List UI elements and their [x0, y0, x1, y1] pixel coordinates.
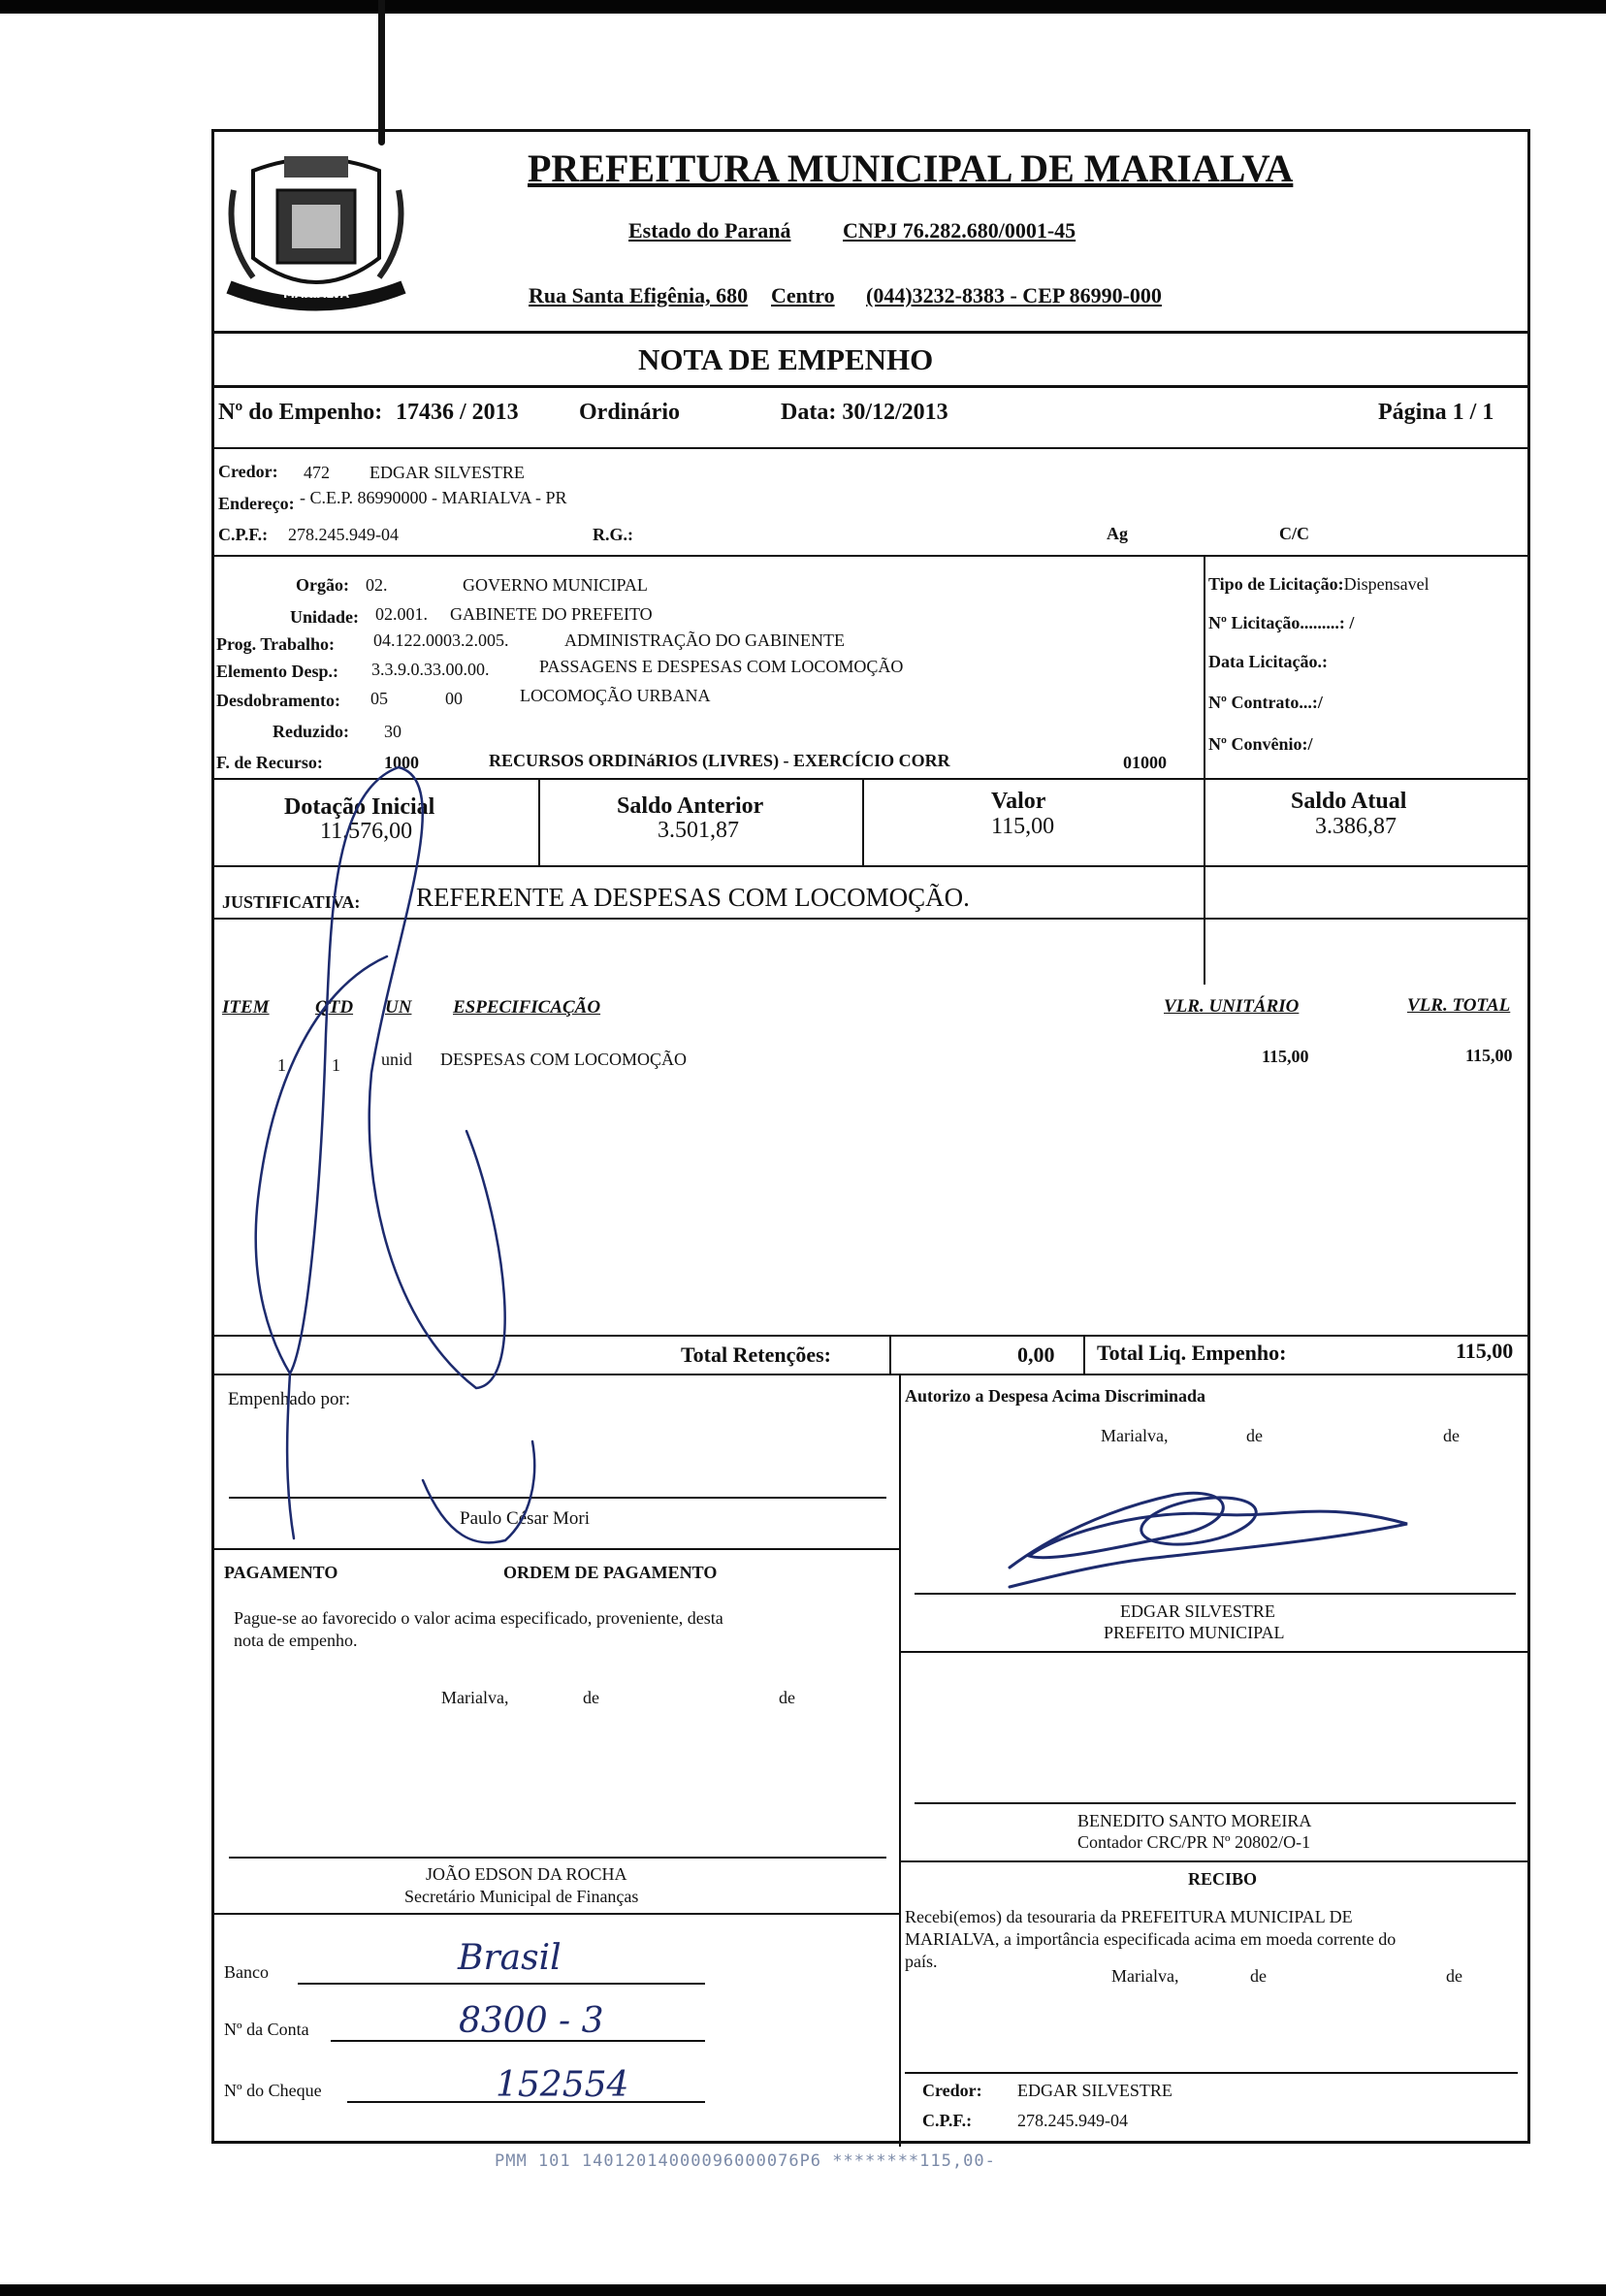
prog-code: 04.122.0003.2.005.: [373, 631, 509, 650]
autorizo-label: Autorizo a Despesa Acima Discriminada: [905, 1386, 1205, 1406]
saldo-atual-label: Saldo Atual: [1291, 789, 1407, 814]
secretario-role: Secretário Municipal de Finanças: [404, 1887, 639, 1906]
recibo-cpf-label: C.P.F.:: [922, 2111, 973, 2130]
numero-contrato: Nº Contrato...:/: [1208, 693, 1323, 712]
divider: [214, 1913, 899, 1915]
signature-line: [229, 1857, 886, 1859]
pagamento-de-1: de: [583, 1688, 599, 1707]
numero-convenio: Nº Convênio:/: [1208, 734, 1313, 754]
ordem-pagamento-label: ORDEM DE PAGAMENTO: [503, 1563, 718, 1582]
credor-cpf: 278.245.949-04: [288, 525, 399, 544]
banco-handwritten: Brasil: [458, 1938, 562, 1978]
estado: Estado do Paraná: [628, 218, 791, 243]
retencoes-value: 0,00: [1017, 1342, 1055, 1367]
saldo-atual-value: 3.386,87: [1315, 814, 1397, 839]
vertical-divider: [889, 1335, 891, 1374]
pagamento-label: PAGAMENTO: [224, 1563, 338, 1582]
credor-code: 472: [304, 463, 330, 482]
tipo-licitacao-label: Tipo de Licitação:Dispensavel: [1208, 574, 1429, 594]
prefeito-signature: [990, 1480, 1456, 1606]
cnpj: CNPJ 76.282.680/0001-45: [843, 218, 1076, 243]
doc-title: NOTA DE EMPENHO: [638, 342, 934, 376]
cheque-handwritten: 152554: [496, 2065, 629, 2105]
data-licitacao: Data Licitação.:: [1208, 652, 1328, 671]
phone-cep: (044)3232-8383 - CEP 86990-000: [866, 283, 1162, 307]
prefeitura-title: PREFEITURA MUNICIPAL DE MARIALVA: [528, 146, 1294, 190]
signature-line: [905, 2072, 1518, 2074]
contador-name: BENEDITO SANTO MOREIRA: [1077, 1811, 1312, 1830]
empenho-number: 17436 / 2013: [396, 400, 519, 425]
desdobramento-name: LOCOMOÇÃO URBANA: [520, 686, 711, 705]
col-qtd: QTD: [315, 997, 354, 1018]
reduzido-value: 30: [384, 722, 402, 741]
row-especificacao: DESPESAS COM LOCOMOÇÃO: [440, 1050, 688, 1069]
page-number: Página 1 / 1: [1378, 400, 1494, 425]
reduzido-label: Reduzido:: [273, 722, 350, 741]
recurso-num: 01000: [1123, 753, 1167, 772]
banco-label: Banco: [224, 1962, 269, 1982]
pagamento-text-2: nota de empenho.: [234, 1631, 358, 1650]
desdobramento-label: Desdobramento:: [216, 691, 340, 710]
vertical-divider: [862, 778, 864, 865]
orgao-code: 02.: [366, 575, 388, 595]
pagamento-text-1: Pague-se ao favorecido o valor acima especificado, proveniente, desta: [234, 1608, 723, 1628]
divider: [899, 1651, 1527, 1653]
empenho-type: Ordinário: [579, 400, 681, 425]
row-qtd: 1: [332, 1055, 340, 1075]
scan-edge-top: [0, 0, 1606, 14]
credor-name: EDGAR SILVESTRE: [369, 463, 525, 482]
pagamento-de-2: de: [779, 1688, 795, 1707]
municipal-crest-icon: [214, 151, 418, 316]
district: Centro: [771, 283, 835, 307]
divider: [214, 385, 1527, 388]
cc-label: C/C: [1279, 524, 1309, 543]
pagamento-city: Marialva,: [441, 1688, 509, 1707]
recibo-de-1: de: [1250, 1966, 1267, 1986]
recurso-label: F. de Recurso:: [216, 753, 323, 772]
vertical-divider: [1083, 1335, 1085, 1374]
empenhado-name: Paulo César Mori: [460, 1508, 591, 1529]
row-un: unid: [381, 1050, 413, 1069]
recibo-de-2: de: [1446, 1966, 1462, 1986]
banco-line: [298, 1983, 705, 1985]
valor-value: 115,00: [991, 814, 1055, 839]
recurso-name: RECURSOS ORDINáRIOS (LIVRES) - EXERCÍCIO CORR: [489, 751, 950, 770]
divider: [214, 555, 1527, 557]
elemento-code: 3.3.9.0.33.00.00.: [371, 660, 490, 679]
row-vlr-total: 115,00: [1465, 1046, 1513, 1065]
prog-label: Prog. Trabalho:: [216, 634, 336, 654]
recurso-code: 1000: [384, 753, 419, 772]
autorizo-city: Marialva,: [1101, 1426, 1169, 1445]
orgao-label: Orgão:: [296, 575, 349, 595]
saldo-anterior-value: 3.501,87: [658, 818, 739, 843]
secretario-name: JOÃO EDSON DA ROCHA: [426, 1864, 627, 1884]
prefeito-name: EDGAR SILVESTRE: [1120, 1601, 1275, 1621]
desdobramento-code-2: 00: [445, 689, 463, 708]
scan-edge-bottom: [0, 2284, 1606, 2296]
micr-line: PMM 101 14012014000096000076P6 ********115,00-: [495, 2151, 996, 2171]
valor-label: Valor: [991, 789, 1046, 814]
cpf-label: C.P.F.:: [218, 525, 269, 544]
autorizo-de-1: de: [1246, 1426, 1263, 1445]
recibo-credor-name: EDGAR SILVESTRE: [1017, 2081, 1172, 2100]
justificativa-text: REFERENTE A DESPESAS COM LOCOMOÇÃO.: [416, 883, 970, 912]
credor-label: Credor:: [218, 462, 278, 481]
divider: [899, 1860, 1527, 1862]
conta-label: Nº da Conta: [224, 2020, 309, 2039]
prefeito-role: PREFEITO MUNICIPAL: [1104, 1623, 1285, 1642]
desdobramento-code-1: 05: [370, 689, 388, 708]
col-un: UN: [385, 997, 412, 1018]
conta-handwritten: 8300 - 3: [459, 2001, 604, 2041]
saldo-anterior-label: Saldo Anterior: [617, 793, 764, 819]
col-especificacao: ESPECIFICAÇÃO: [453, 997, 601, 1018]
row-item: 1: [277, 1055, 286, 1075]
empenhado-label: Empenhado por:: [228, 1389, 351, 1409]
justificativa-label: JUSTIFICATIVA:: [222, 892, 361, 912]
prog-name: ADMINISTRAÇÃO DO GABINENTE: [564, 631, 845, 650]
unidade-label: Unidade:: [290, 607, 360, 627]
recibo-line-1: Recebi(emos) da tesouraria da PREFEITURA MUNICIPAL DE: [905, 1907, 1353, 1926]
unidade-name: GABINETE DO PREFEITO: [450, 604, 653, 624]
recibo-line-3: país.: [905, 1952, 938, 1971]
vertical-divider: [899, 1374, 901, 2147]
nota-de-empenho-form: [211, 129, 1530, 2144]
retencoes-label: Total Retenções:: [681, 1342, 831, 1367]
col-item: ITEM: [222, 997, 270, 1018]
divider: [214, 447, 1527, 449]
dotacao-inicial-label: Dotação Inicial: [284, 794, 435, 820]
empenhado-signature: [214, 743, 719, 1616]
liquido-label: Total Liq. Empenho:: [1097, 1341, 1287, 1365]
liquido-value: 115,00: [1456, 1339, 1514, 1363]
recibo-credor-label: Credor:: [922, 2081, 982, 2100]
signature-line: [915, 1802, 1516, 1804]
orgao-name: GOVERNO MUNICIPAL: [463, 575, 648, 595]
rg-label: R.G.:: [593, 525, 633, 544]
cheque-label: Nº do Cheque: [224, 2081, 322, 2100]
credor-address: - C.E.P. 86990000 - MARIALVA - PR: [300, 488, 567, 507]
binder-mark: [378, 0, 385, 146]
crest-banner-text: MARIALVA: [283, 287, 349, 301]
elemento-name: PASSAGENS E DESPESAS COM LOCOMOÇÃO: [539, 657, 904, 676]
vertical-divider: [1204, 555, 1205, 985]
empenho-date: Data: 30/12/2013: [781, 400, 948, 425]
dotacao-inicial-value: 11.576,00: [320, 819, 413, 844]
col-vlr-total: VLR. TOTAL: [1407, 995, 1511, 1016]
numero-licitacao: Nº Licitação.........: /: [1208, 613, 1355, 632]
ag-label: Ag: [1107, 524, 1128, 543]
empenho-label: Nº do Empenho:: [218, 400, 383, 425]
recibo-city: Marialva,: [1111, 1966, 1179, 1986]
contador-role: Contador CRC/PR Nº 20802/O-1: [1077, 1832, 1311, 1852]
col-vlr-unitario: VLR. UNITÁRIO: [1164, 996, 1300, 1017]
unidade-code: 02.001.: [375, 604, 428, 624]
recibo-title: RECIBO: [1188, 1869, 1258, 1889]
recibo-cpf: 278.245.949-04: [1017, 2111, 1128, 2130]
autorizo-de-2: de: [1443, 1426, 1460, 1445]
endereco-label: Endereço:: [218, 494, 295, 513]
address: Rua Santa Efigênia, 680: [529, 283, 749, 307]
elemento-label: Elemento Desp.:: [216, 662, 338, 681]
recibo-line-2: MARIALVA, a importância especificada acima em moeda corrente do: [905, 1929, 1397, 1949]
row-vlr-unitario: 115,00: [1262, 1047, 1309, 1066]
divider: [214, 331, 1527, 334]
